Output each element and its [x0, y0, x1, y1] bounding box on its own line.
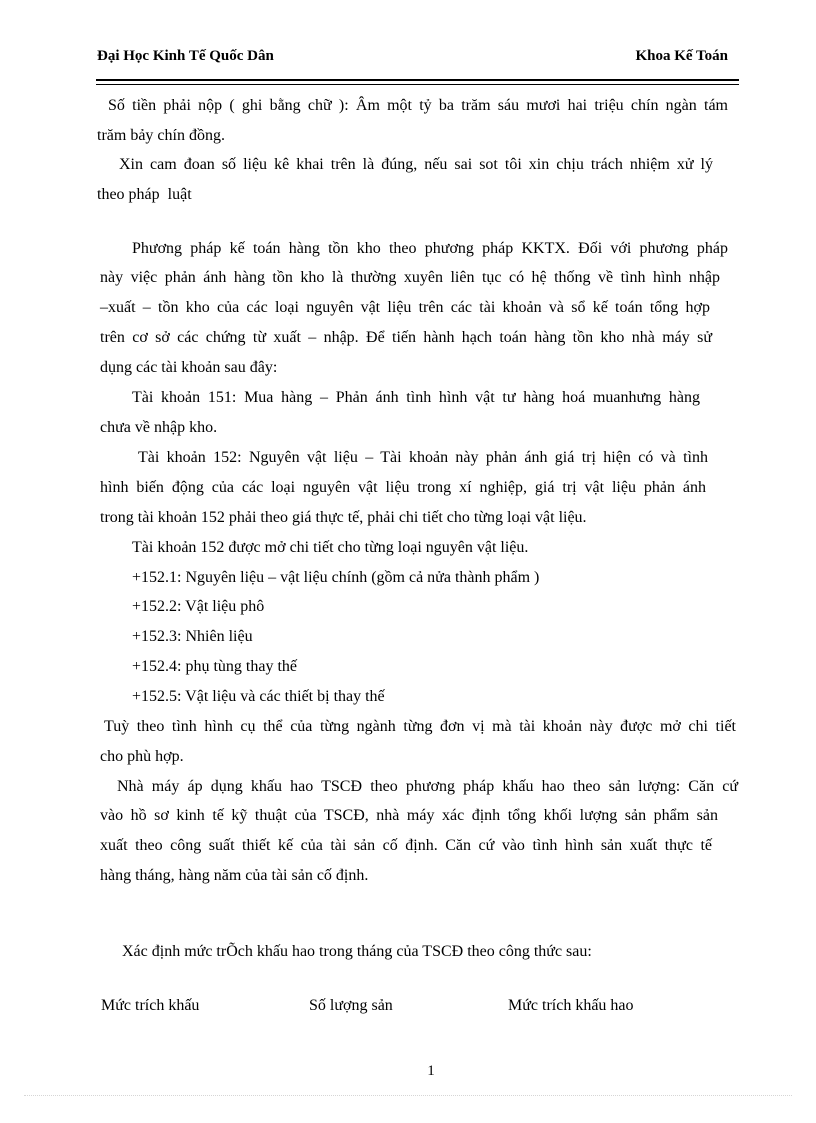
header-university: Đại Học Kinh Tế Quốc Dân: [97, 48, 274, 64]
text-line: này việc phản ánh hàng tồn kho là thường xuyên liên tục có hệ thống về tình hình nhập: [100, 269, 720, 286]
header-faculty: Khoa Kế Toán: [635, 48, 728, 64]
text-line: +152.4: phụ tùng thay thế: [132, 658, 298, 675]
text-line: Tài khoản 151: Mua hàng – Phản ánh tình hình vật tư hàng hoá muanhưng hàng: [132, 389, 700, 406]
page-number: 1: [427, 1063, 435, 1079]
formula-label-rate: Mức trích khấu hao: [508, 997, 634, 1014]
text-line: trăm bảy chín đồng.: [97, 127, 225, 144]
text-line: vào hồ sơ kinh tế kỹ thuật của TSCĐ, nhà máy xác định tổng khối lượng sản phẩm sản: [100, 807, 718, 824]
text-line: trên cơ sở các chứng từ xuất – nhập. Để tiến hành hạch toán hàng tồn kho nhà máy sử: [100, 329, 712, 346]
text-line: cho phù hợp.: [100, 748, 184, 765]
text-line: theo pháp luật: [97, 186, 192, 203]
text-line: hình biến động của các loại nguyên vật liệu trong xí nghiệp, giá trị vật liệu phản ánh: [100, 479, 706, 496]
text-line: Xác định mức trÕch khấu hao trong tháng của TSCĐ theo công thức sau:: [122, 943, 592, 960]
text-line: +152.1: Nguyên liệu – vật liệu chính (gồm cả nửa thành phẩm ): [132, 569, 540, 586]
text-line: trong tài khoản 152 phải theo giá thực tế, phải chi tiết cho từng loại vật liệu.: [100, 509, 587, 526]
text-line: +152.5: Vật liệu và các thiết bị thay thế: [132, 688, 385, 705]
text-line: Xin cam đoan số liệu kê khai trên là đúng, nếu sai sot tôi xin chịu trách nhiệm xử lý: [119, 156, 713, 173]
formula-label-depreciation: Mức trích khấu: [101, 997, 200, 1014]
text-line: Tài khoản 152 được mở chi tiết cho từng loại nguyên vật liệu.: [132, 539, 529, 556]
header-rule-thin: [96, 84, 739, 85]
text-line: Số tiền phải nộp ( ghi bằng chữ ): Âm một tỷ ba trăm sáu mươi hai triệu chín ngàn tám: [108, 97, 728, 114]
formula-label-quantity: Số lượng sản: [309, 997, 393, 1014]
page-bottom-divider: [24, 1095, 792, 1096]
text-line: Tuỳ theo tình hình cụ thể của từng ngành từng đơn vị mà tài khoản này được mở chi tiết: [104, 718, 736, 735]
text-line: hàng tháng, hàng năm của tài sản cố định.: [100, 867, 369, 884]
header-rule-thick: [96, 79, 739, 81]
text-line: –xuất – tồn kho của các loại nguyên vật liệu trên các tài khoản và sổ kế toán tổng hợp: [100, 299, 710, 316]
text-line: Nhà máy áp dụng khấu hao TSCĐ theo phương pháp khấu hao theo sản lượng: Căn cứ: [117, 778, 738, 795]
text-line: chưa về nhập kho.: [100, 419, 218, 436]
text-line: dụng các tài khoản sau đây:: [100, 359, 278, 376]
text-line: Tài khoản 152: Nguyên vật liệu – Tài khoản này phản ánh giá trị hiện có và tình: [138, 449, 708, 466]
text-line: +152.3: Nhiên liệu: [132, 628, 253, 645]
text-line: +152.2: Vật liệu phô: [132, 598, 265, 615]
text-line: Phương pháp kế toán hàng tồn kho theo phương pháp KKTX. Đối với phương pháp: [132, 240, 728, 257]
text-line: xuất theo công suất thiết kế của tài sản cố định. Căn cứ vào tình hình sản xuất thực tế: [100, 837, 712, 854]
